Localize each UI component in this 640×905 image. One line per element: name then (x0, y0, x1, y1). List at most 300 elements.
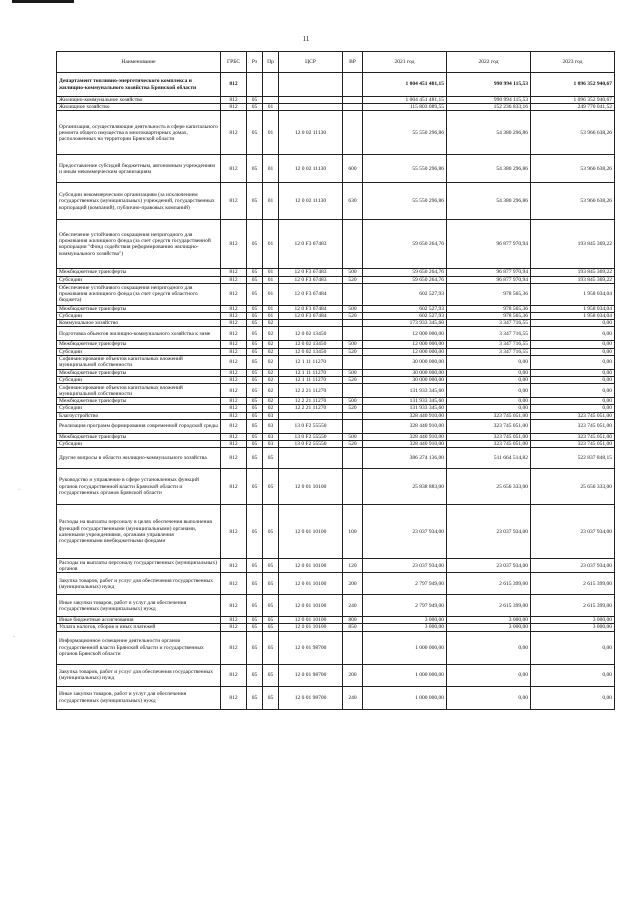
cell-csr: 12 0 02 13450 (279, 327, 343, 341)
cell-name: Субсидии (57, 405, 221, 412)
table-row (57, 305, 615, 312)
cell-grbs: 812 (221, 369, 247, 376)
cell-y2023: 53 966 638,26 (531, 111, 615, 155)
cell-pr: 02 (263, 355, 279, 369)
cell-y2021: 1 004 451 481,15 (363, 73, 447, 97)
table-row (57, 313, 615, 320)
cell-y2022: 0,00 (447, 377, 531, 384)
cell-y2022: 54 380 296,86 (447, 111, 531, 155)
cell-y2021: 131 933 345,60 (363, 405, 447, 412)
cell-y2023: 193 845 369,22 (531, 276, 615, 283)
cell-csr: 13 0 F2 55550 (279, 441, 343, 448)
cell-y2021: 328 440 910,00 (363, 419, 447, 433)
table-row (57, 73, 615, 97)
cell-grbs: 812 (221, 631, 247, 664)
cell-grbs: 812 (221, 398, 247, 405)
cell-vr (343, 73, 363, 97)
table-row (57, 573, 615, 595)
cell-y2021: 55 550 296,86 (363, 155, 447, 183)
cell-y2023: 249 770 041,52 (531, 104, 615, 111)
cell-rz: 05 (247, 595, 263, 617)
cell-y2021: 23 037 934,00 (363, 505, 447, 559)
cell-pr: 05 (263, 448, 279, 469)
table-row (57, 220, 615, 269)
cell-y2021: 55 550 296,86 (363, 111, 447, 155)
cell-y2022: 323 745 051,00 (447, 412, 531, 419)
cell-csr: 12 0 01 10100 (279, 469, 343, 505)
cell-y2021: 2 797 949,00 (363, 573, 447, 595)
cell-y2023: 2 615 399,00 (531, 595, 615, 617)
cell-csr: 12 0 02 13450 (279, 341, 343, 348)
table-row (57, 448, 615, 469)
cell-y2023: 3 000,00 (531, 624, 615, 631)
table-row (57, 355, 615, 369)
cell-y2022: 3 000,00 (447, 624, 531, 631)
cell-y2023: 0,00 (531, 384, 615, 398)
cell-name: Субсидии (57, 276, 221, 283)
cell-vr (343, 631, 363, 664)
cell-csr: 12 0 F3 67483 (279, 276, 343, 283)
header-csr: ЦСР (279, 52, 343, 73)
cell-vr (343, 220, 363, 269)
cell-vr: 630 (343, 183, 363, 220)
cell-rz: 05 (247, 155, 263, 183)
cell-vr (343, 384, 363, 398)
cell-rz: 05 (247, 348, 263, 355)
cell-vr: 100 (343, 505, 363, 559)
cell-vr (343, 419, 363, 433)
cell-csr: 12 0 F3 67484 (279, 305, 343, 312)
cell-y2023: 1 096 352 940,67 (531, 73, 615, 97)
cell-rz: 05 (247, 183, 263, 220)
cell-rz: 05 (247, 111, 263, 155)
cell-pr: 01 (263, 313, 279, 320)
cell-name: Реализация программ формирования современной городской среды (57, 419, 221, 433)
header-2021: 2021 год (363, 52, 447, 73)
cell-y2022: 3 347 716,55 (447, 341, 531, 348)
cell-pr: 02 (263, 369, 279, 376)
cell-rz: 05 (247, 269, 263, 276)
cell-name: Обеспечение устойчивого сокращения непригодного для проживания жилищного фонда (за счет средств государственной корпорации "Фонд содействия реформированию жилищно-коммунального хозяйства") (57, 220, 221, 269)
cell-rz: 05 (247, 369, 263, 376)
cell-pr: 05 (263, 664, 279, 686)
cell-name: Информационное освещение деятельности органов государственной власти Брянской области и государственных органов Брянской области (57, 631, 221, 664)
cell-csr: 13 0 F2 55550 (279, 419, 343, 433)
page-number: 11 (302, 35, 310, 43)
cell-grbs: 812 (221, 595, 247, 617)
cell-pr: 05 (263, 617, 279, 624)
table-row (57, 664, 615, 686)
cell-y2023: 1 958 034,04 (531, 283, 615, 305)
header-vr: ВР (343, 52, 363, 73)
cell-vr: 500 (343, 269, 363, 276)
cell-y2022: 978 565,36 (447, 305, 531, 312)
cell-y2022: 23 037 934,00 (447, 559, 531, 573)
cell-csr: 12 0 02 11130 (279, 111, 343, 155)
cell-pr: 03 (263, 412, 279, 419)
cell-grbs: 812 (221, 220, 247, 269)
cell-grbs: 812 (221, 313, 247, 320)
cell-y2022: 23 037 934,00 (447, 505, 531, 559)
cell-vr: 200 (343, 664, 363, 686)
table-row (57, 341, 615, 348)
cell-y2022: 96 877 970,94 (447, 269, 531, 276)
cell-grbs: 812 (221, 405, 247, 412)
cell-y2021: 30 000 000,00 (363, 377, 447, 384)
cell-y2021: 3 000,00 (363, 624, 447, 631)
table-row (57, 412, 615, 419)
cell-name: Межбюджетные трансферты (57, 269, 221, 276)
cell-grbs: 812 (221, 448, 247, 469)
cell-y2023: 193 845 369,22 (531, 220, 615, 269)
cell-pr: 02 (263, 320, 279, 327)
header-name: Наименование (57, 52, 221, 73)
cell-csr: 12 0 01 10100 (279, 595, 343, 617)
cell-name: Предоставление субсидий бюджетным, автономным учреждениям и иным некоммерческим организациям (57, 155, 221, 183)
table-row (57, 405, 615, 412)
cell-y2022: 323 745 051,00 (447, 419, 531, 433)
header-2023: 2023 год (531, 52, 615, 73)
cell-y2021: 30 000 000,00 (363, 369, 447, 376)
cell-vr (343, 469, 363, 505)
cell-pr (263, 97, 279, 104)
cell-name: Субсидии (57, 313, 221, 320)
cell-rz: 05 (247, 283, 263, 305)
cell-rz: 05 (247, 573, 263, 595)
cell-rz: 05 (247, 377, 263, 384)
cell-rz: 05 (247, 631, 263, 664)
cell-csr (279, 448, 343, 469)
cell-rz: 05 (247, 313, 263, 320)
cell-rz: 05 (247, 405, 263, 412)
table-row (57, 631, 615, 664)
cell-csr: 12 1 11 11270 (279, 377, 343, 384)
cell-vr: 500 (343, 369, 363, 376)
table-body (57, 73, 615, 710)
cell-vr (343, 320, 363, 327)
cell-y2021: 328 440 910,00 (363, 412, 447, 419)
cell-y2022: 0,00 (447, 384, 531, 398)
cell-pr: 05 (263, 505, 279, 559)
cell-rz: 05 (247, 559, 263, 573)
cell-pr: 01 (263, 269, 279, 276)
table-row (57, 398, 615, 405)
cell-vr: 520 (343, 313, 363, 320)
cell-y2023: 0,00 (531, 369, 615, 376)
cell-name: Субсидии некоммерческим организациям (за исключением государственных (муниципальных) учреждений, государственных корпораций (компаний), публично-правовых компаний) (57, 183, 221, 220)
cell-grbs: 812 (221, 617, 247, 624)
cell-y2021: 59 650 264,76 (363, 269, 447, 276)
cell-vr (343, 97, 363, 104)
cell-pr: 02 (263, 377, 279, 384)
cell-name: Софинансирование объектов капитальных вложений муниципальной собственности (57, 384, 221, 398)
cell-rz: 05 (247, 305, 263, 312)
cell-grbs: 812 (221, 624, 247, 631)
scan-dot-mark: · (13, 633, 16, 641)
cell-y2023: 0,00 (531, 631, 615, 664)
cell-y2023: 323 745 051,00 (531, 412, 615, 419)
cell-name: Расходы на выплаты персоналу государственных (муниципальных) органов (57, 559, 221, 573)
cell-grbs: 812 (221, 269, 247, 276)
cell-name: Уплата налогов, сборов и иных платежей (57, 624, 221, 631)
cell-y2022: 978 565,36 (447, 283, 531, 305)
cell-pr: 01 (263, 305, 279, 312)
table-row (57, 469, 615, 505)
cell-vr: 200 (343, 573, 363, 595)
table-row (57, 155, 615, 183)
cell-pr: 01 (263, 104, 279, 111)
cell-y2021: 1 000 000,00 (363, 631, 447, 664)
cell-y2023: 1 958 034,04 (531, 305, 615, 312)
cell-rz: 05 (247, 419, 263, 433)
cell-y2021: 115 803 089,55 (363, 104, 447, 111)
cell-y2021: 59 650 264,76 (363, 276, 447, 283)
cell-y2022: 0,00 (447, 631, 531, 664)
table-row (57, 283, 615, 305)
cell-rz: 05 (247, 97, 263, 104)
cell-y2022: 54 380 296,86 (447, 155, 531, 183)
cell-pr: 01 (263, 276, 279, 283)
cell-name: Межбюджетные трансферты (57, 433, 221, 440)
cell-name: Субсидии (57, 348, 221, 355)
cell-grbs: 812 (221, 283, 247, 305)
cell-vr: 520 (343, 405, 363, 412)
cell-y2021: 30 000 000,00 (363, 355, 447, 369)
cell-vr: 500 (343, 433, 363, 440)
cell-rz: 05 (247, 104, 263, 111)
cell-rz: 05 (247, 441, 263, 448)
cell-vr: 520 (343, 441, 363, 448)
cell-name: Межбюджетные трансферты (57, 341, 221, 348)
cell-y2022: 0,00 (447, 664, 531, 686)
cell-rz: 05 (247, 355, 263, 369)
cell-y2022: 25 656 333,00 (447, 469, 531, 505)
cell-grbs: 812 (221, 505, 247, 559)
cell-name: Субсидии (57, 377, 221, 384)
cell-vr: 800 (343, 617, 363, 624)
table-row (57, 377, 615, 384)
cell-rz: 05 (247, 469, 263, 505)
cell-y2022: 3 347 716,55 (447, 327, 531, 341)
cell-y2021: 12 000 000,00 (363, 341, 447, 348)
cell-grbs: 812 (221, 664, 247, 686)
cell-vr: 600 (343, 155, 363, 183)
cell-grbs: 812 (221, 355, 247, 369)
cell-y2023: 53 966 638,26 (531, 183, 615, 220)
cell-vr (343, 355, 363, 369)
cell-grbs: 812 (221, 341, 247, 348)
cell-vr (343, 327, 363, 341)
cell-name: Иные бюджетные ассигнования (57, 617, 221, 624)
cell-y2023: 0,00 (531, 355, 615, 369)
cell-vr: 240 (343, 595, 363, 617)
cell-y2022: 990 994 115,53 (447, 97, 531, 104)
cell-y2023: 0,00 (531, 686, 615, 709)
header-pr: Пр (263, 52, 279, 73)
cell-csr (279, 104, 343, 111)
cell-y2021: 328 440 910,00 (363, 441, 447, 448)
cell-name: Субсидии (57, 441, 221, 448)
cell-y2021: 3 000,00 (363, 617, 447, 624)
cell-grbs: 812 (221, 686, 247, 709)
cell-vr (343, 283, 363, 305)
cell-pr (263, 73, 279, 97)
cell-csr: 12 0 01 98700 (279, 631, 343, 664)
cell-rz: 05 (247, 433, 263, 440)
cell-y2022: 511 664 514,82 (447, 448, 531, 469)
cell-vr: 240 (343, 686, 363, 709)
cell-name: Подготовка объектов жилищно-коммунального хозяйства к зиме (57, 327, 221, 341)
cell-y2022: 990 994 115,53 (447, 73, 531, 97)
cell-csr: 12 0 01 10100 (279, 624, 343, 631)
cell-y2021: 602 527,93 (363, 283, 447, 305)
cell-name: Межбюджетные трансферты (57, 369, 221, 376)
header-grbs: ГРБС (221, 52, 247, 73)
cell-csr: 12 0 02 11130 (279, 155, 343, 183)
cell-y2023: 53 966 638,26 (531, 155, 615, 183)
cell-name: Закупка товаров, работ и услуг для обеспечения государственных (муниципальных) нужд (57, 664, 221, 686)
cell-grbs: 812 (221, 377, 247, 384)
cell-y2023: 522 837 848,15 (531, 448, 615, 469)
cell-grbs: 812 (221, 348, 247, 355)
cell-name: Департамент топливно-энергетического комплекса и жилищно-коммунального хозяйства Брянской области (57, 73, 221, 97)
cell-grbs: 812 (221, 441, 247, 448)
cell-vr: 520 (343, 276, 363, 283)
cell-y2022: 152 236 833,16 (447, 104, 531, 111)
cell-y2023: 23 037 934,00 (531, 559, 615, 573)
cell-pr: 05 (263, 559, 279, 573)
cell-grbs: 812 (221, 327, 247, 341)
cell-y2023: 23 037 934,00 (531, 505, 615, 559)
cell-y2023: 0,00 (531, 405, 615, 412)
cell-pr: 05 (263, 595, 279, 617)
cell-rz: 05 (247, 624, 263, 631)
cell-csr (279, 412, 343, 419)
cell-y2021: 12 000 000,00 (363, 327, 447, 341)
cell-y2022: 3 000,00 (447, 617, 531, 624)
cell-grbs: 812 (221, 412, 247, 419)
cell-rz: 05 (247, 398, 263, 405)
cell-y2021: 602 527,93 (363, 305, 447, 312)
cell-y2023: 0,00 (531, 664, 615, 686)
cell-y2021: 131 933 345,60 (363, 384, 447, 398)
cell-grbs: 812 (221, 97, 247, 104)
cell-y2022: 3 347 716,55 (447, 320, 531, 327)
cell-y2023: 1 096 352 940,67 (531, 97, 615, 104)
cell-csr: 12 2 21 11270 (279, 405, 343, 412)
cell-y2021: 1 004 451 481,15 (363, 97, 447, 104)
cell-name: Расходы на выплаты персоналу в целях обеспечения выполнения функций государственными (муниципальными) органами, казенными учреждениями, органами управления государственными внебюджетными фондами (57, 505, 221, 559)
cell-y2021: 173 933 345,60 (363, 320, 447, 327)
table-header-row (57, 52, 615, 73)
cell-rz: 05 (247, 320, 263, 327)
cell-vr: 520 (343, 377, 363, 384)
cell-pr: 01 (263, 183, 279, 220)
cell-pr: 02 (263, 327, 279, 341)
cell-pr: 02 (263, 384, 279, 398)
cell-rz: 05 (247, 341, 263, 348)
cell-grbs: 812 (221, 183, 247, 220)
header-2022: 2022 год (447, 52, 531, 73)
cell-name: Жилищное хозяйство (57, 104, 221, 111)
cell-name: Иные закупки товаров, работ и услуг для обеспечения государственных (муниципальных) нужд (57, 595, 221, 617)
cell-pr: 05 (263, 624, 279, 631)
table-row (57, 183, 615, 220)
cell-y2022: 0,00 (447, 355, 531, 369)
table-row (57, 384, 615, 398)
cell-rz: 05 (247, 220, 263, 269)
cell-csr: 12 0 02 13450 (279, 348, 343, 355)
cell-grbs: 812 (221, 419, 247, 433)
cell-pr: 05 (263, 573, 279, 595)
cell-vr: 120 (343, 559, 363, 573)
cell-grbs: 812 (221, 573, 247, 595)
cell-rz (247, 73, 263, 97)
cell-csr: 12 0 F3 67483 (279, 220, 343, 269)
cell-rz: 05 (247, 617, 263, 624)
cell-vr: 500 (343, 341, 363, 348)
cell-y2022: 0,00 (447, 369, 531, 376)
cell-rz: 05 (247, 448, 263, 469)
cell-grbs: 812 (221, 305, 247, 312)
cell-y2022: 54 380 296,86 (447, 183, 531, 220)
scan-edge-mark (12, 0, 74, 3)
cell-csr: 12 0 F3 67484 (279, 313, 343, 320)
cell-y2021: 25 838 883,00 (363, 469, 447, 505)
table-row (57, 617, 615, 624)
budget-table (56, 51, 615, 710)
cell-y2022: 323 745 051,00 (447, 441, 531, 448)
cell-y2021: 131 933 345,60 (363, 398, 447, 405)
table-row (57, 686, 615, 709)
cell-pr: 02 (263, 341, 279, 348)
cell-name: Обеспечение устойчивого сокращения непригодного для проживания жилищного фонда (за счет средств областного бюджета) (57, 283, 221, 305)
cell-grbs: 812 (221, 104, 247, 111)
cell-y2023: 2 615 399,00 (531, 573, 615, 595)
cell-y2022: 0,00 (447, 398, 531, 405)
cell-pr: 02 (263, 398, 279, 405)
cell-csr: 12 0 01 98700 (279, 664, 343, 686)
cell-y2023: 323 745 051,00 (531, 419, 615, 433)
cell-rz: 05 (247, 384, 263, 398)
cell-csr: 13 0 F2 55550 (279, 433, 343, 440)
table-row (57, 419, 615, 433)
cell-y2022: 0,00 (447, 686, 531, 709)
cell-name: Жилищно-коммунальное хозяйство (57, 97, 221, 104)
cell-y2021: 12 000 000,00 (363, 348, 447, 355)
table-row (57, 624, 615, 631)
cell-csr: 12 2 21 11270 (279, 398, 343, 405)
cell-y2021: 59 650 264,76 (363, 220, 447, 269)
table-row (57, 559, 615, 573)
cell-rz: 05 (247, 686, 263, 709)
cell-name: Межбюджетные трансферты (57, 398, 221, 405)
table-row (57, 276, 615, 283)
cell-name: Другие вопросы в области жилищно-коммунального хозяйства (57, 448, 221, 469)
cell-y2023: 323 745 051,00 (531, 433, 615, 440)
cell-pr: 03 (263, 441, 279, 448)
cell-y2021: 1 000 000,00 (363, 664, 447, 686)
cell-pr: 05 (263, 686, 279, 709)
cell-pr: 05 (263, 469, 279, 505)
cell-csr (279, 320, 343, 327)
cell-pr: 02 (263, 348, 279, 355)
cell-csr: 12 0 02 11130 (279, 183, 343, 220)
cell-csr: 12 0 01 98700 (279, 686, 343, 709)
table-row (57, 433, 615, 440)
cell-rz: 05 (247, 505, 263, 559)
cell-y2021: 1 000 000,00 (363, 686, 447, 709)
